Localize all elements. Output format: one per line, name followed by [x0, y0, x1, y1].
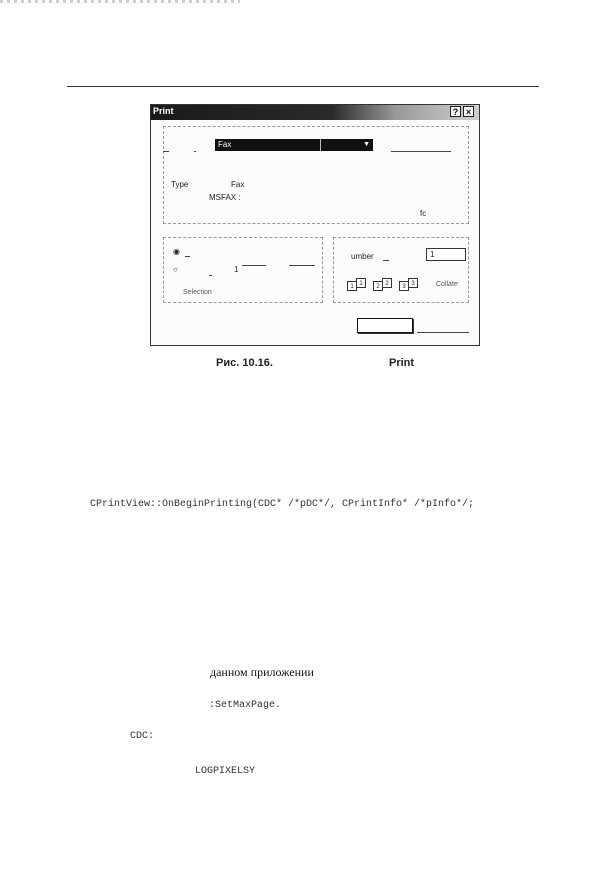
pages-to-field[interactable] — [289, 265, 315, 266]
ok-button[interactable] — [357, 318, 413, 333]
page-icon: 1 — [347, 281, 357, 291]
page-icon: 2 — [373, 281, 383, 291]
printer-select[interactable] — [215, 139, 373, 151]
page-icon: 3 — [399, 281, 409, 291]
properties-button-edge[interactable] — [391, 151, 451, 152]
selection-label: Selection — [183, 289, 212, 296]
printer-select-value: Fax — [218, 140, 232, 149]
radio-pages[interactable]: ○ — [173, 265, 178, 274]
print-to-file-fragment: fc — [420, 209, 427, 218]
print-dialog — [150, 104, 480, 346]
header-rule — [67, 86, 539, 87]
cdc-text: CDC: — [130, 731, 155, 742]
type-label: Type — [171, 180, 189, 189]
help-button[interactable]: ? — [450, 106, 461, 117]
chevron-down-icon[interactable]: ▼ — [363, 141, 370, 148]
radio-all[interactable]: ◉ — [173, 247, 180, 256]
page-icon: 1 — [356, 278, 366, 288]
label-mark — [194, 151, 196, 152]
collate-label: Collate — [436, 281, 458, 288]
scan-artifact-top — [0, 0, 240, 3]
dialog-titlebar — [151, 105, 479, 120]
copies-label-mark — [383, 260, 389, 261]
pages-from-value[interactable]: 1 — [234, 265, 239, 274]
pages-label-mark — [209, 275, 212, 276]
setmaxpage-text: :SetMaxPage. — [209, 700, 282, 711]
code-line: CPrintView::OnBeginPrinting(CDC* /*pDC*/, CPrintInfo* /*pInfo*/; — [90, 499, 475, 510]
close-button[interactable]: × — [463, 106, 474, 117]
copies-label: umber — [351, 252, 374, 261]
type-value: Fax — [231, 180, 245, 189]
page-icon: 3 — [408, 278, 418, 288]
select-divider — [320, 139, 321, 151]
figure-caption-name: Print — [389, 357, 415, 369]
copies-group — [333, 237, 469, 303]
logpixelsy-text: LOGPIXELSY — [195, 766, 256, 777]
copies-value: 1 — [430, 250, 435, 259]
page-icon: 2 — [382, 278, 392, 288]
printer-name-label — [163, 151, 169, 152]
cancel-button-edge[interactable] — [417, 332, 469, 333]
copies-stepper[interactable] — [426, 248, 466, 261]
radio-all-label — [185, 256, 190, 257]
dialog-title: Print — [153, 106, 174, 116]
pages-from-field[interactable] — [242, 265, 266, 266]
figure-caption-number: Рис. 10.16. — [216, 357, 273, 369]
russian-text: данном приложении — [210, 665, 314, 679]
port-value: MSFAX : — [209, 193, 241, 202]
